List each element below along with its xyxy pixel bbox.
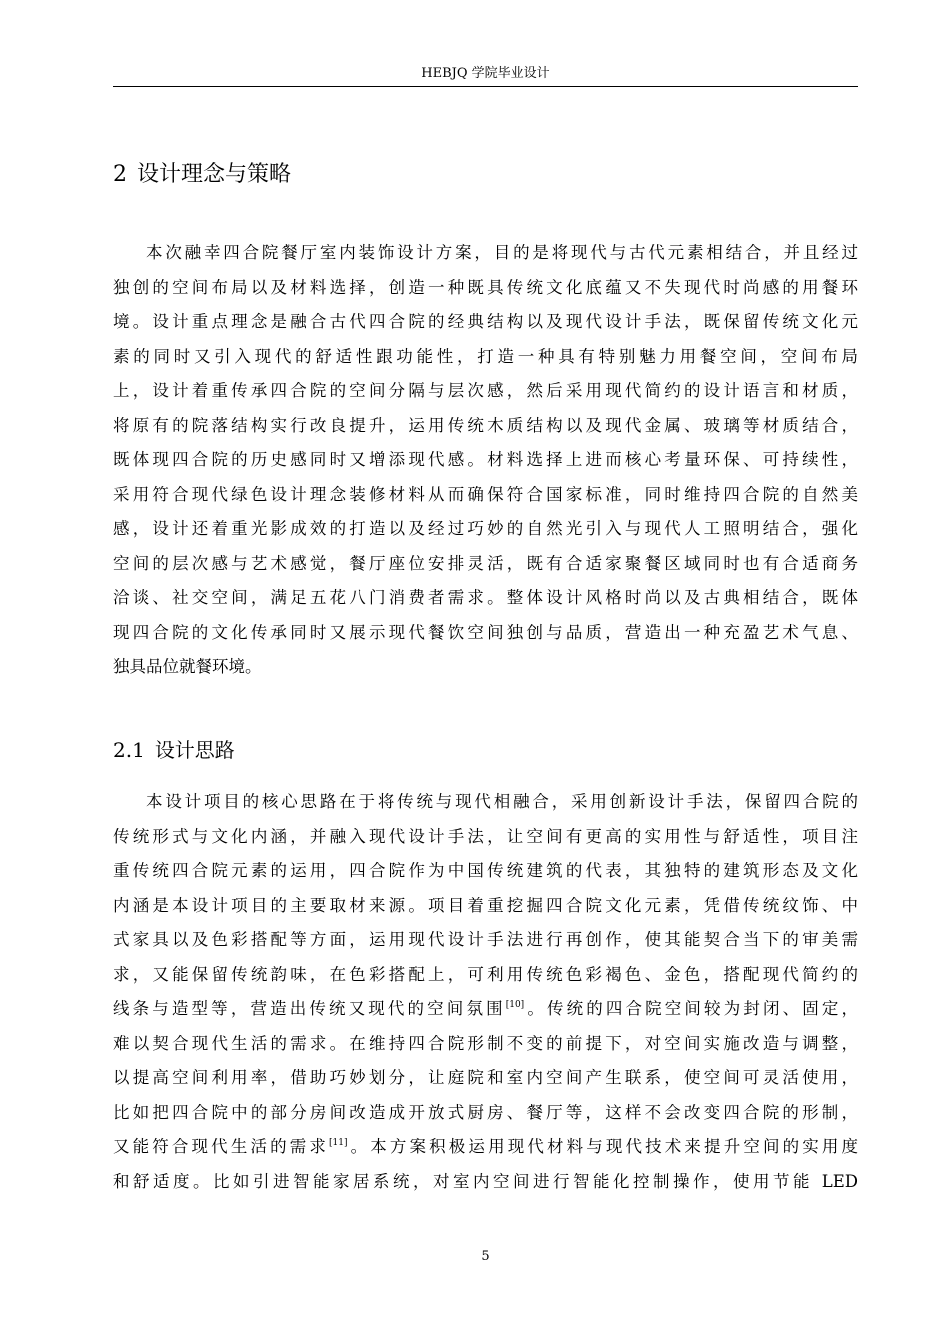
paragraph-line [113, 992, 858, 1027]
citation: [10] [505, 1000, 525, 1010]
paragraph-line [113, 1130, 858, 1165]
page-header: HEBJQ 学院毕业设计 [421, 66, 550, 81]
paragraph-line: 将原有的院落结构实行改良提升，运用传统木质结构以及现代金属、玻璃等材质结合， [113, 415, 858, 435]
paragraph-line: 采用符合现代绿色设计理念装修材料从而确保符合国家标准，同时维持四合院的自然美 [113, 484, 858, 504]
paragraph-line: 和舒适度。比如引进智能家居系统，对室内空间进行智能化控制操作，使用节能 LED [113, 1171, 858, 1191]
citation: [11] [329, 1138, 348, 1148]
paragraph-line: 独创的空间布局以及材料选择，创造一种既具传统文化底蕴又不失现代时尚感的用餐环 [113, 277, 858, 297]
section-number: 2 [113, 162, 127, 187]
subsection-paragraph [113, 785, 858, 1199]
paragraph-line: 比如把四合院中的部分房间改造成开放式厨房、餐厅等，这样不会改变四合院的形制， [113, 1102, 858, 1122]
paragraph-line: 既体现四合院的历史感同时又增添现代感。材料选择上进而核心考量环保、可持续性， [113, 450, 858, 469]
paragraph-line: 求，又能保留传统韵味，在色彩搭配上，可利用传统色彩褐色、金色，搭配现代简约的 [113, 964, 858, 984]
paragraph-line: 重传统四合院元素的运用，四合院作为中国传统建筑的代表，其独特的建筑形态及文化 [113, 861, 858, 880]
paragraph-line: 本设计项目的核心思路在于将传统与现代相融合，采用创新设计手法，保留四合院的 [146, 792, 858, 811]
section-title: 设计理念与策略 [137, 162, 292, 187]
paragraph-line: 现四合院的文化传承同时又展示现代餐饮空间独创与品质，营造出一种充盈艺术气息、 [113, 622, 858, 642]
line-text: 。传统的四合院空间较为封闭、固定， [524, 999, 858, 1018]
section-heading [113, 158, 291, 192]
subsection-number: 2.1 [113, 738, 145, 762]
paragraph-line: 感，设计还着重光影成效的打造以及经过巧妙的自然光引入与现代人工照明结合，强化 [113, 519, 858, 538]
paragraph-line: 素的同时又引入现代的舒适性跟功能性，打造一种具有特别魅力用餐空间，空间布局 [113, 346, 858, 366]
subsection-title: 设计思路 [154, 738, 235, 762]
line-text: 线条与造型等，营造出传统又现代的空间氛围 [113, 999, 506, 1018]
paragraph-line: 本次融幸四合院餐厅室内装饰设计方案，目的是将现代与古代元素相结合，并且经过 [146, 243, 858, 262]
line-text: 又能符合现代生活的需求 [113, 1137, 329, 1156]
paragraph-line: 以提高空间利用率，借助巧妙划分，让庭院和室内空间产生联系，使空间可灵活使用， [113, 1068, 858, 1087]
section-paragraph [113, 236, 858, 685]
line-text: 。本方案积极运用现代材料与现代技术来提升空间的实用度 [347, 1137, 858, 1156]
paragraph-line: 独具品位就餐环境。 [113, 657, 262, 676]
paragraph-line: 传统形式与文化内涵，并融入现代设计手法，让空间有更高的实用性与舒适性，项目注 [113, 826, 858, 846]
paragraph-line: 式家具以及色彩搭配等方面，运用现代设计手法进行再创作，使其能契合当下的审美需 [113, 930, 858, 949]
paragraph-line: 空间的层次感与艺术感觉，餐厅座位安排灵活，既有合适家聚餐区域同时也有合适商务 [113, 553, 858, 573]
header-rule [113, 86, 858, 87]
paragraph-line: 境。设计重点理念是融合古代四合院的经典结构以及现代设计手法，既保留传统文化元 [113, 312, 858, 331]
paragraph-line: 洽谈、社交空间，满足五花八门消费者需求。整体设计风格时尚以及古典相结合，既体 [113, 588, 858, 607]
subsection-heading [113, 735, 235, 765]
paragraph-line: 上，设计着重传承四合院的空间分隔与层次感，然后采用现代简约的设计语言和材质， [113, 381, 858, 400]
page-number: 5 [481, 1249, 490, 1264]
paragraph-line: 难以契合现代生活的需求。在维持四合院形制不变的前提下，对空间实施改造与调整， [113, 1033, 858, 1053]
paragraph-line: 内涵是本设计项目的主要取材来源。项目着重挖掘四合院文化元素，凭借传统纹饰、中 [113, 895, 858, 915]
